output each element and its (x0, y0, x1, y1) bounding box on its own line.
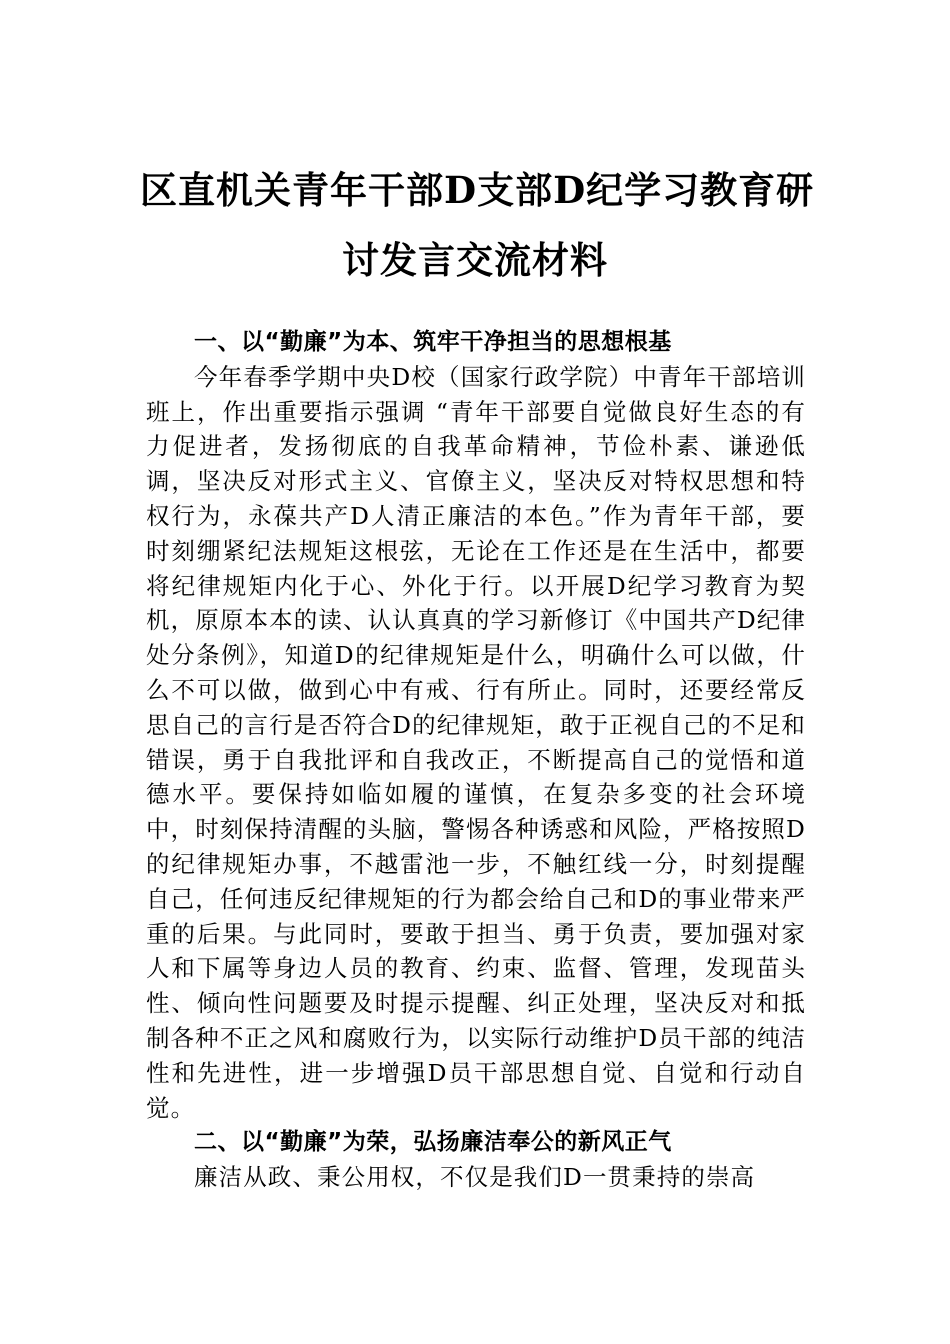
document-title-line-1: 区直机关青年干部D支部D纪学习教育研 (140, 168, 815, 212)
section-2-heading: 二、以“勤廉”为荣，弘扬廉洁奉公的新风正气 (194, 1129, 672, 1156)
section-1-paragraph: 今年春季学期中央D校（国家行政学院）中青年干部培训班上，作出重要指示强调 “青年干部要自觉做良好生态的有力促进者，发扬彻底的自我革命精神，节俭朴素、谦逊低调，坚决反对形式主义、官僚主义，坚决反对特权思想和特权行为，永葆共产D人清正廉洁的本色。”作为青年干部，要时刻绷紧纪法规矩这根弦，无论在工作还是在生活中，都要将纪律规矩内化于心、外化于行。以开展D纪学习教育为契机，原原本本的读、认认真真的学习新修订《中国共产D纪律处分条例》，知道D的纪律规矩是什么，明确什么可以做，什么不可以做，做到心中有戒、行有所止。同时，还要经常反思自己的言行是否符合D的纪律规矩，敢于正视自己的不足和错误，勇于自我批评和自我改正，不断提高自己的觉悟和道德水平。要保持如临如履的谨慎，在复杂多变的社会环境中，时刻保持清醒的头脑，警惕各种诱惑和风险，严格按照D的纪律规矩办事，不越雷池一步，不触红线一分，时刻提醒自己，任何违反纪律规矩的行为都会给自己和D的事业带来严重的后果。与此同时，要敢于担当、勇于负责，要加强对家人和下属等身边人员的教育、约束、监督、管理，发现苗头性、倾向性问题要及时提示提醒、纠正处理，坚决反对和抵制各种不正之风和腐败行为，以实际行动维护D员干部的纯洁性和先进性，进一步增强D员干部思想自觉、自觉和行动自觉。 (146, 362, 806, 1122)
section-2-paragraph: 廉洁从政、秉公用权，不仅是我们D一贯秉持的崇高 (194, 1163, 756, 1192)
section-1-heading: 一、以“勤廉”为本、筑牢干净担当的思想根基 (194, 329, 672, 355)
document-body (146, 325, 806, 1195)
document-title-line-2: 讨发言交流材料 (342, 238, 608, 282)
